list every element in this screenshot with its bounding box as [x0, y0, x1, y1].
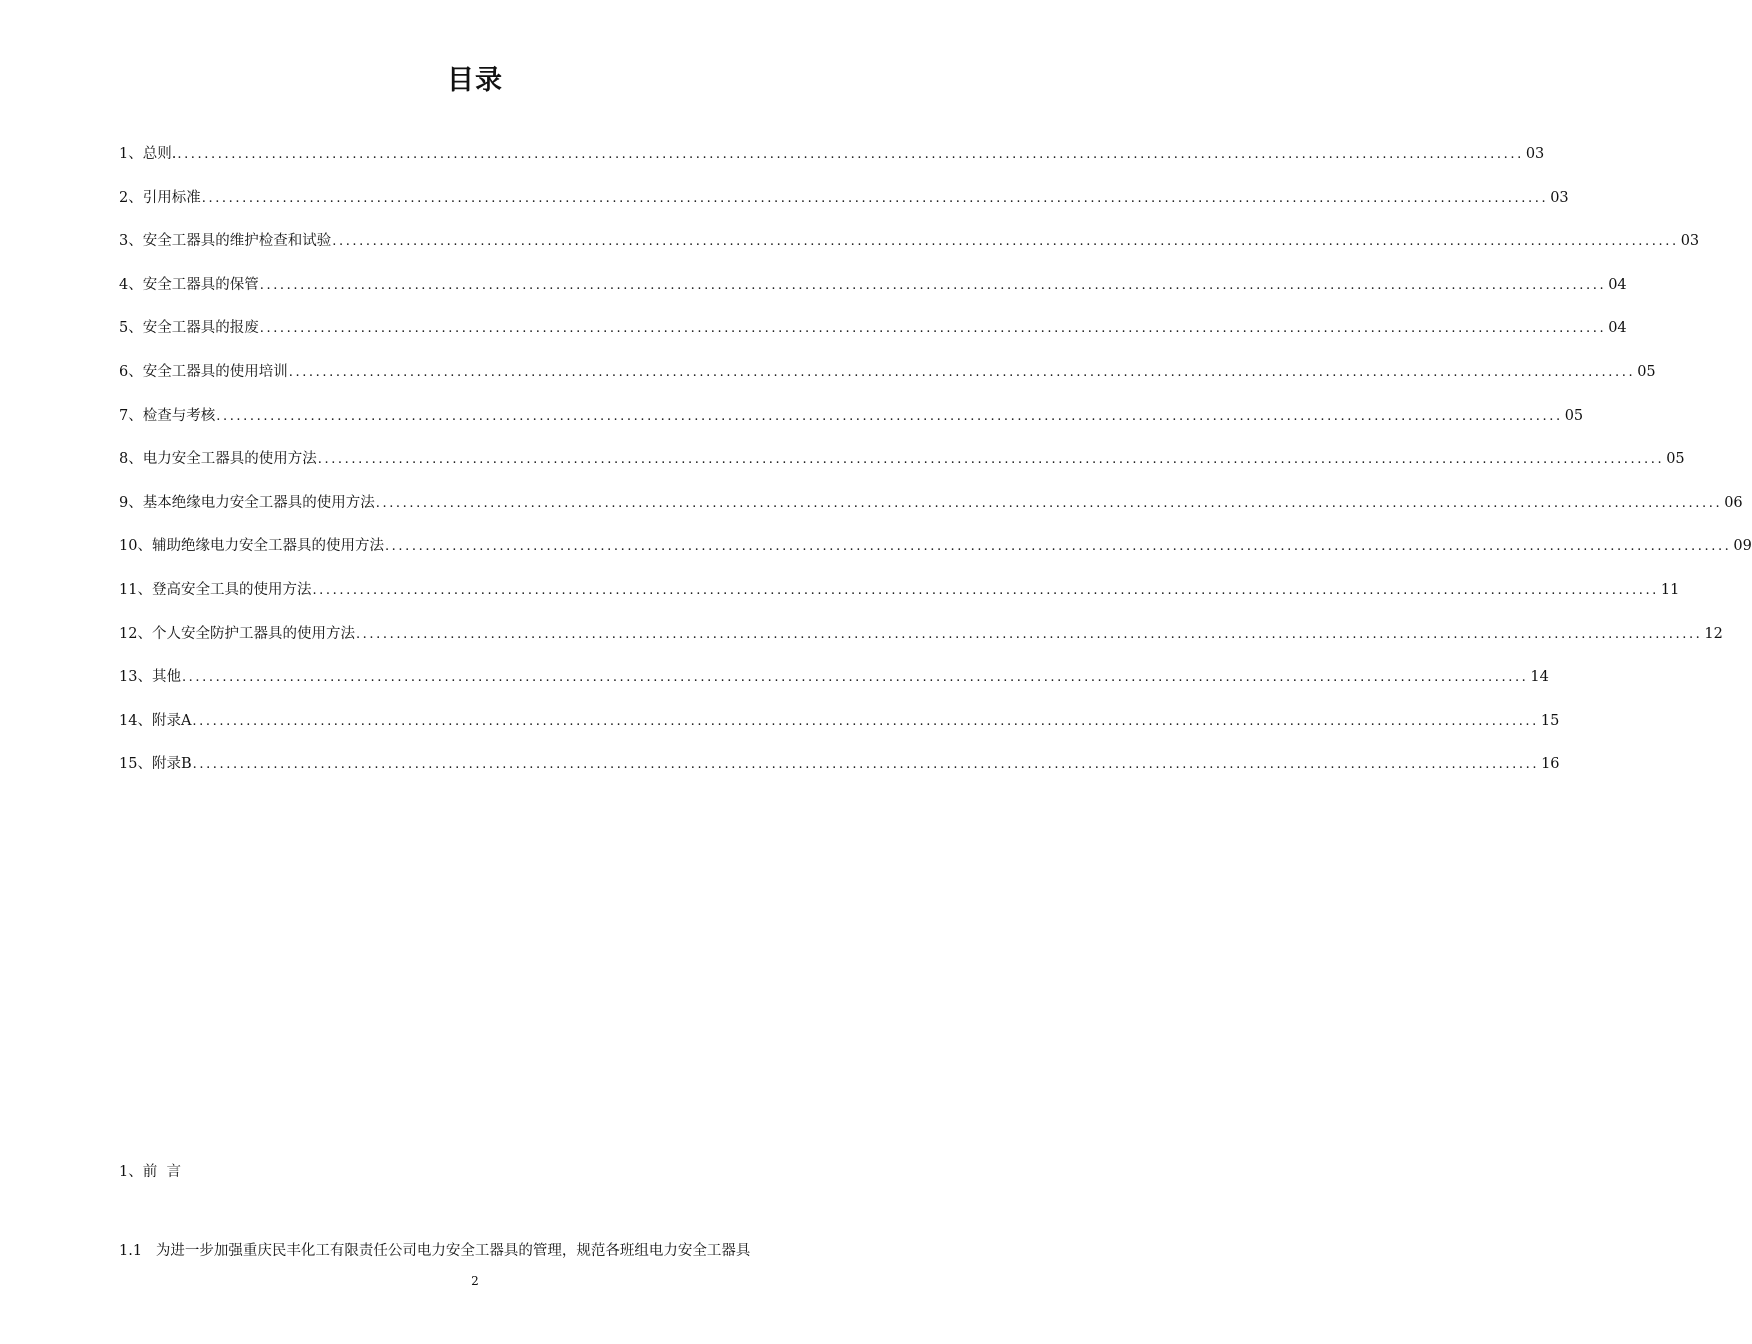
toc-entry-page: 05 [1564, 407, 1584, 424]
body-paragraph: 1.1 为进一步加强重庆民丰化工有限责任公司电力安全工器具的管理，规范各班组电力安全工器具 [119, 1243, 751, 1259]
toc-entry [119, 187, 1569, 231]
toc-entry [119, 361, 1656, 405]
toc-entry-label: 8、电力安全工器具的使用方法 [119, 451, 317, 468]
toc-leader-dots: ........................................................................................................................................................................................................ [192, 757, 1540, 773]
toc-entry-label: 12、个人安全防护工器具的使用方法 [119, 625, 355, 642]
toc-leader-dots: ........................................................................................................................................................................................................ [192, 713, 1539, 729]
toc-entry [119, 274, 1627, 318]
toc-leader-dots: ........................................................................................................................................................................................................ [312, 582, 1659, 598]
toc-entry [119, 753, 1560, 797]
toc-entry-page: 05 [1637, 363, 1656, 380]
toc-leader-dots: ........................................................................................................................................................................................................ [288, 364, 1636, 380]
toc-entry-label: 13、其他 [119, 669, 181, 686]
toc-leader-dots: ........................................................................................................................................................................................................ [259, 321, 1607, 337]
toc-entry [119, 230, 1700, 274]
toc-entry-label: 3、安全工器具的维护检查和试验 [119, 233, 332, 250]
toc-entry-label: 1、总则. [119, 146, 177, 162]
toc-entry-page: 11 [1660, 581, 1680, 598]
toc-entry-label: 6、安全工器具的使用培训 [119, 363, 288, 380]
toc-entry-label: 10、辅助绝缘电力安全工器具的使用方法 [119, 538, 384, 555]
toc-entry [119, 710, 1560, 754]
toc-leader-dots: ........................................................................................................................................................................................................ [201, 190, 1549, 206]
toc-entry [119, 448, 1685, 492]
toc-entry-label: 9、基本绝缘电力安全工器具的使用方法 [119, 494, 375, 511]
page-number: 2 [471, 1274, 479, 1288]
toc-entry-label: 11、登高安全工具的使用方法 [119, 581, 312, 598]
toc-entry-page: 03 [1525, 146, 1545, 162]
toc-leader-dots: ........................................................................................................................................................................................................ [181, 670, 1529, 686]
toc-entry-page: 14 [1530, 669, 1549, 686]
toc-leader-dots: ........................................................................................................................................................................................................ [355, 626, 1703, 642]
toc-leader-dots: ........................................................................................................................................................................................................ [216, 408, 1563, 424]
toc-title: 目录 [447, 65, 503, 96]
toc-entry-label: 15、附录B [119, 756, 192, 773]
toc-entry [119, 535, 1752, 579]
toc-entry-page: 12 [1704, 625, 1723, 642]
toc-entry [119, 492, 1743, 536]
toc-entry-page: 03 [1680, 233, 1700, 250]
table-of-contents [119, 143, 1752, 797]
toc-entry [119, 579, 1680, 623]
toc-entry-label: 14、附录A [119, 712, 192, 729]
toc-entry [119, 666, 1549, 710]
toc-leader-dots: ........................................................................................................................................................................................................ [177, 147, 1524, 162]
toc-entry [119, 317, 1627, 361]
toc-leader-dots: ........................................................................................................................................................................................................ [259, 277, 1607, 293]
toc-leader-dots: ........................................................................................................................................................................................................ [332, 234, 1679, 250]
toc-entry [119, 405, 1584, 449]
toc-entry-page: 04 [1608, 276, 1627, 293]
toc-leader-dots: ........................................................................................................................................................................................................ [375, 495, 1723, 511]
toc-leader-dots: ........................................................................................................................................................................................................ [317, 452, 1665, 468]
toc-entry [119, 623, 1723, 667]
toc-entry [119, 143, 1545, 187]
toc-entry-page: 15 [1540, 712, 1560, 729]
toc-entry-label: 5、安全工器具的报废 [119, 320, 259, 337]
toc-entry-page: 03 [1550, 189, 1569, 206]
section-heading: 1、前 言 [119, 1164, 181, 1180]
toc-entry-label: 4、安全工器具的保管 [119, 276, 259, 293]
toc-entry-page: 04 [1608, 320, 1627, 337]
toc-entry-page: 16 [1541, 756, 1560, 773]
toc-entry-page: 09 [1733, 538, 1752, 555]
toc-leader-dots: ........................................................................................................................................................................................................ [384, 539, 1732, 555]
toc-entry-label: 7、检查与考核 [119, 407, 216, 424]
toc-entry-page: 05 [1666, 451, 1685, 468]
toc-entry-label: 2、引用标准 [119, 189, 201, 206]
toc-entry-page: 06 [1724, 494, 1743, 511]
